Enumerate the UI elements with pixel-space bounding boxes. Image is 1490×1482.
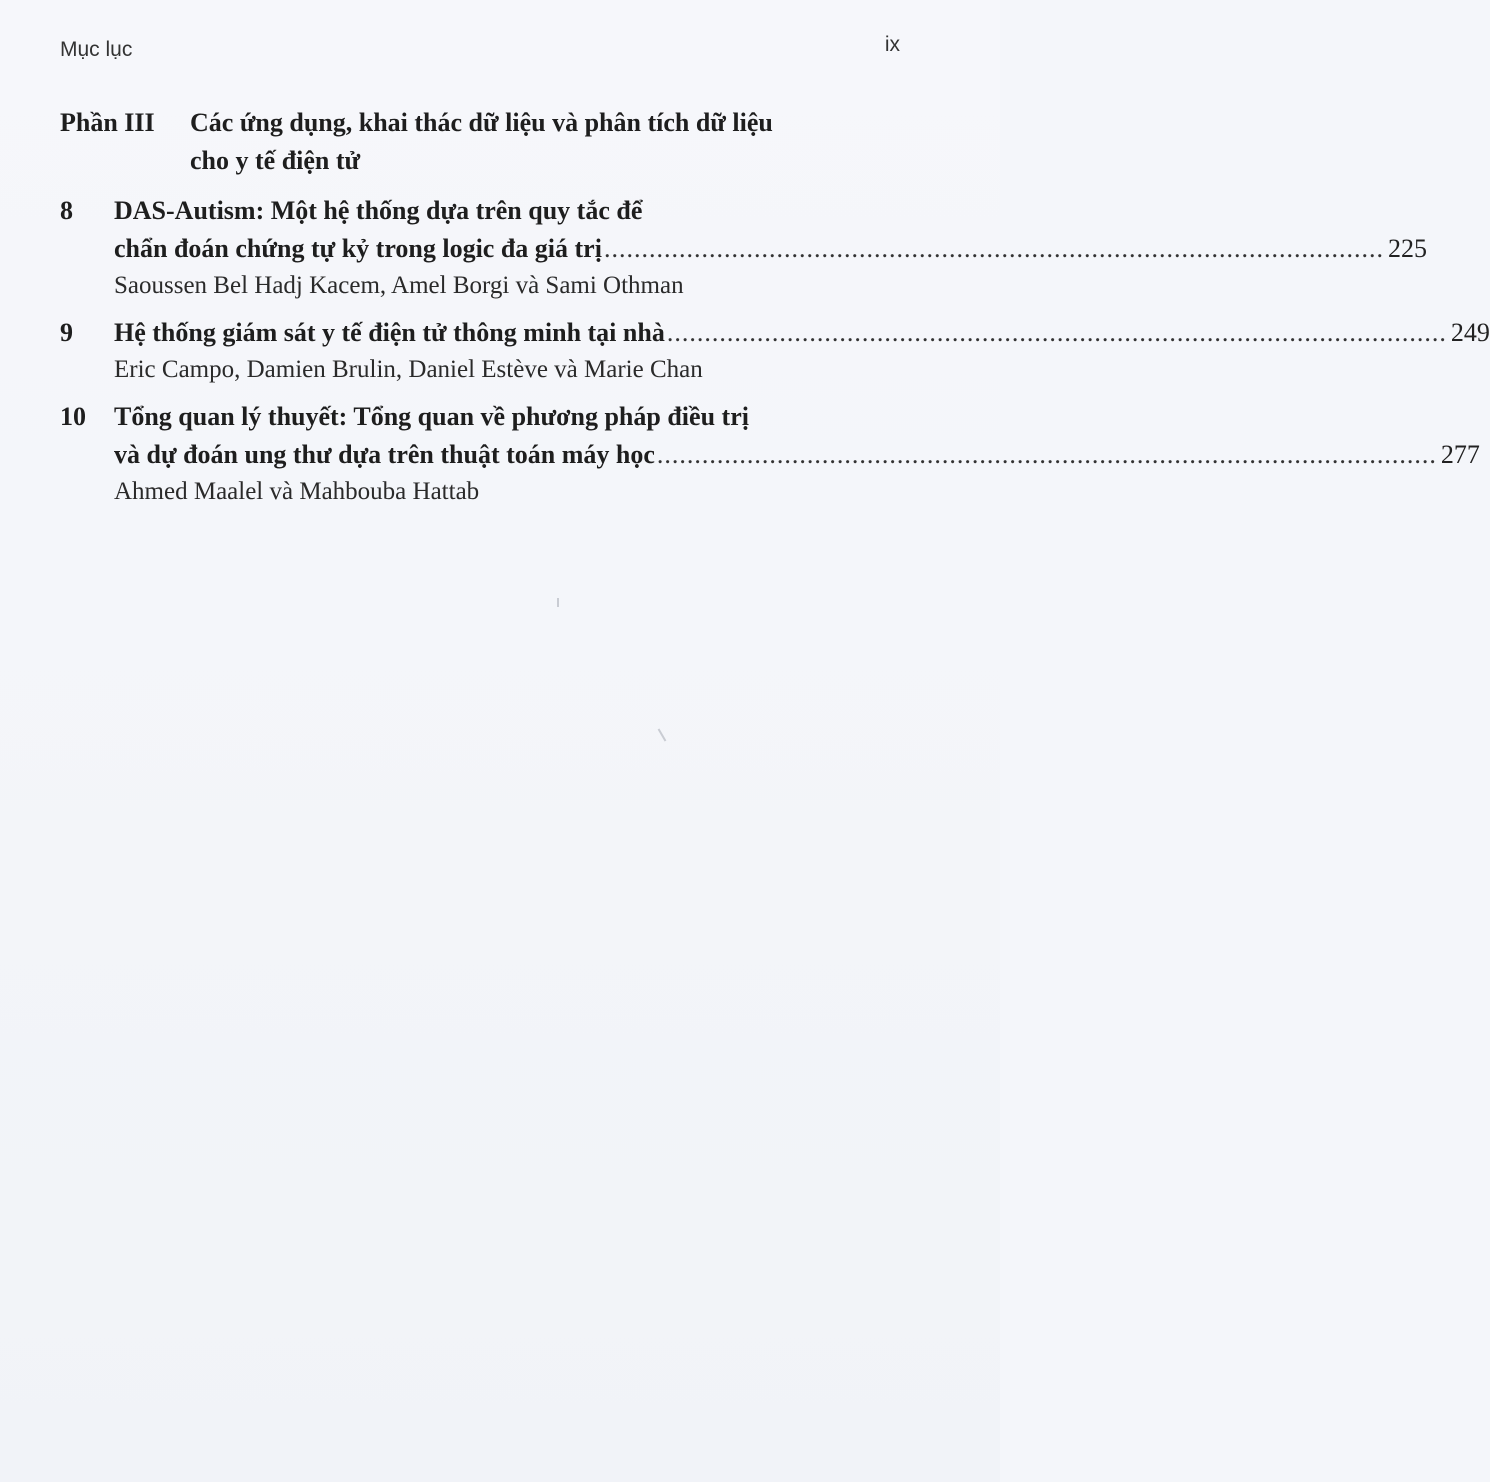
chapter-authors: Saoussen Bel Hadj Kacem, Amel Borgi và Sami Othman: [114, 272, 684, 299]
toc-entry-10[interactable]: [60, 398, 1480, 510]
chapter-page: 277: [1440, 440, 1480, 469]
entry-body: [114, 192, 1427, 304]
chapter-title-line: và dự đoán ung thư dựa trên thuật toán máy học: [114, 440, 655, 469]
table-of-contents: [60, 104, 1490, 510]
toc-entry-8[interactable]: [60, 192, 1427, 304]
entry-body: [114, 398, 1480, 510]
chapter-title-last-line: [114, 436, 1480, 474]
part-title: [190, 104, 905, 180]
chapter-number: 8: [60, 196, 73, 225]
dot-leader: ........................................................................................................: [656, 440, 1437, 469]
chapter-number: 9: [60, 318, 73, 347]
part-label: Phần III: [60, 108, 155, 137]
chapter-title-line: Tổng quan lý thuyết: Tổng quan về phương pháp điều trị: [114, 402, 749, 431]
paper-speck: [557, 598, 559, 607]
dot-leader: ........................................................................................................: [603, 234, 1384, 263]
paper-speck: [658, 728, 667, 741]
chapter-title-last-line: [114, 314, 1490, 352]
chapter-number: 10: [60, 402, 86, 431]
chapter-title-line: Hệ thống giám sát y tế điện tử thông minh tại nhà: [114, 318, 665, 347]
chapter-authors: Eric Campo, Damien Brulin, Daniel Estève và Marie Chan: [114, 356, 703, 383]
running-head: Mục lục: [60, 38, 133, 61]
chapter-title-line: DAS-Autism: Một hệ thống dựa trên quy tắc để: [114, 196, 643, 225]
chapter-page: 249: [1450, 318, 1490, 347]
toc-entry-9[interactable]: [60, 314, 1490, 388]
part-title-line: cho y tế điện tử: [190, 146, 361, 175]
chapter-authors: Ahmed Maalel và Mahbouba Hattab: [114, 478, 480, 505]
chapter-title-last-line: [114, 230, 1427, 268]
part-heading: [60, 104, 905, 180]
part-title-line: Các ứng dụng, khai thác dữ liệu và phân tích dữ liệu: [190, 108, 773, 137]
entry-body: [114, 314, 1490, 388]
dot-leader: ........................................................................................................: [666, 318, 1447, 347]
page-number: ix: [884, 33, 900, 56]
chapter-title-line: chẩn đoán chứng tự kỷ trong logic đa giá trị: [114, 234, 602, 263]
chapter-page: 225: [1387, 234, 1427, 263]
